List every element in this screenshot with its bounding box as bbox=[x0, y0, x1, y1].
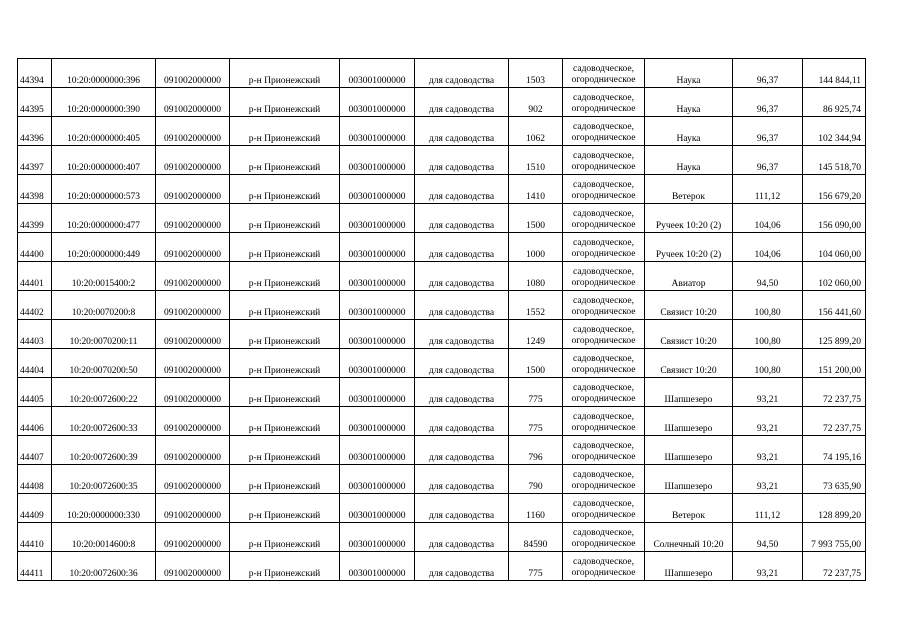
table-row bbox=[18, 523, 866, 552]
cadastral-number-cell: 10:20:0072600:36 bbox=[52, 552, 156, 581]
cadastral-number-cell: 10:20:0070200:11 bbox=[52, 320, 156, 349]
district-cell: р-н Прионежский bbox=[230, 349, 340, 378]
purpose-cell: для садоводства bbox=[415, 436, 509, 465]
cadastral-number-cell: 10:20:0014600:8 bbox=[52, 523, 156, 552]
oktmo-code-cell: 003001000000 bbox=[340, 494, 415, 523]
association-name-cell: Шапшезеро bbox=[645, 436, 733, 465]
oktmo-code-cell: 003001000000 bbox=[340, 88, 415, 117]
record-number-cell: 44406 bbox=[18, 407, 52, 436]
category-line-1: садоводческое, bbox=[573, 354, 634, 364]
table-row bbox=[18, 146, 866, 175]
oktmo-code-cell: 003001000000 bbox=[340, 117, 415, 146]
purpose-cell: для садоводства bbox=[415, 233, 509, 262]
okato-code-cell: 091002000000 bbox=[156, 436, 230, 465]
oktmo-code-cell: 003001000000 bbox=[340, 552, 415, 581]
cadastral-value-cell: 102 060,00 bbox=[803, 262, 866, 291]
rate-cell: 93,21 bbox=[733, 465, 803, 494]
category-cell bbox=[563, 175, 645, 204]
association-name-cell: Шапшезеро bbox=[645, 378, 733, 407]
oktmo-code-cell: 003001000000 bbox=[340, 175, 415, 204]
okato-code-cell: 091002000000 bbox=[156, 494, 230, 523]
association-name-cell: Шапшезеро bbox=[645, 407, 733, 436]
purpose-cell: для садоводства bbox=[415, 175, 509, 204]
okato-code-cell: 091002000000 bbox=[156, 291, 230, 320]
oktmo-code-cell: 003001000000 bbox=[340, 262, 415, 291]
area-cell: 1552 bbox=[509, 291, 563, 320]
cadastral-number-cell: 10:20:0072600:22 bbox=[52, 378, 156, 407]
oktmo-code-cell: 003001000000 bbox=[340, 465, 415, 494]
rate-cell: 104,06 bbox=[733, 233, 803, 262]
cadastral-value-cell: 74 195,16 bbox=[803, 436, 866, 465]
oktmo-code-cell: 003001000000 bbox=[340, 523, 415, 552]
category-line-1: садоводческое, bbox=[573, 209, 634, 219]
cadastral-value-cell: 156 679,20 bbox=[803, 175, 866, 204]
cadastral-number-cell: 10:20:0072600:33 bbox=[52, 407, 156, 436]
category-line-2: огородническое bbox=[571, 133, 636, 143]
category-line-2: огородническое bbox=[571, 162, 636, 172]
association-name-cell: Связист 10:20 bbox=[645, 349, 733, 378]
district-cell: р-н Прионежский bbox=[230, 88, 340, 117]
category-line-2: огородническое bbox=[571, 452, 636, 462]
table-row bbox=[18, 349, 866, 378]
cadastral-value-cell: 72 237,75 bbox=[803, 407, 866, 436]
category-line-1: садоводческое, bbox=[573, 64, 634, 74]
okato-code-cell: 091002000000 bbox=[156, 552, 230, 581]
district-cell: р-н Прионежский bbox=[230, 494, 340, 523]
district-cell: р-н Прионежский bbox=[230, 407, 340, 436]
table-row bbox=[18, 175, 866, 204]
table-row bbox=[18, 204, 866, 233]
category-line-1: садоводческое, bbox=[573, 528, 634, 538]
rate-cell: 93,21 bbox=[733, 436, 803, 465]
okato-code-cell: 091002000000 bbox=[156, 523, 230, 552]
okato-code-cell: 091002000000 bbox=[156, 378, 230, 407]
purpose-cell: для садоводства bbox=[415, 494, 509, 523]
category-cell bbox=[563, 407, 645, 436]
category-cell bbox=[563, 523, 645, 552]
area-cell: 902 bbox=[509, 88, 563, 117]
category-cell bbox=[563, 146, 645, 175]
association-name-cell: Шапшезеро bbox=[645, 465, 733, 494]
category-cell bbox=[563, 465, 645, 494]
record-number-cell: 44402 bbox=[18, 291, 52, 320]
category-line-2: огородническое bbox=[571, 539, 636, 549]
oktmo-code-cell: 003001000000 bbox=[340, 407, 415, 436]
rate-cell: 96,37 bbox=[733, 117, 803, 146]
category-line-1: садоводческое, bbox=[573, 151, 634, 161]
category-cell bbox=[563, 204, 645, 233]
category-cell bbox=[563, 378, 645, 407]
table-row bbox=[18, 436, 866, 465]
cadastral-number-cell: 10:20:0000000:396 bbox=[52, 59, 156, 88]
record-number-cell: 44394 bbox=[18, 59, 52, 88]
table-row bbox=[18, 407, 866, 436]
cadastral-value-cell: 104 060,00 bbox=[803, 233, 866, 262]
table-row bbox=[18, 59, 866, 88]
purpose-cell: для садоводства bbox=[415, 262, 509, 291]
cadastral-number-cell: 10:20:0000000:407 bbox=[52, 146, 156, 175]
table-row bbox=[18, 465, 866, 494]
category-line-1: садоводческое, bbox=[573, 238, 634, 248]
rate-cell: 104,06 bbox=[733, 204, 803, 233]
table-row bbox=[18, 88, 866, 117]
purpose-cell: для садоводства bbox=[415, 204, 509, 233]
category-line-1: садоводческое, bbox=[573, 296, 634, 306]
area-cell: 1249 bbox=[509, 320, 563, 349]
record-number-cell: 44395 bbox=[18, 88, 52, 117]
category-cell bbox=[563, 117, 645, 146]
category-cell bbox=[563, 59, 645, 88]
okato-code-cell: 091002000000 bbox=[156, 320, 230, 349]
oktmo-code-cell: 003001000000 bbox=[340, 291, 415, 320]
category-line-2: огородническое bbox=[571, 278, 636, 288]
district-cell: р-н Прионежский bbox=[230, 175, 340, 204]
area-cell: 1500 bbox=[509, 349, 563, 378]
record-number-cell: 44396 bbox=[18, 117, 52, 146]
cadastral-number-cell: 10:20:0000000:405 bbox=[52, 117, 156, 146]
record-number-cell: 44405 bbox=[18, 378, 52, 407]
category-line-1: садоводческое, bbox=[573, 325, 634, 335]
record-number-cell: 44411 bbox=[18, 552, 52, 581]
association-name-cell: Связист 10:20 bbox=[645, 320, 733, 349]
district-cell: р-н Прионежский bbox=[230, 523, 340, 552]
category-line-2: огородническое bbox=[571, 220, 636, 230]
category-line-1: садоводческое, bbox=[573, 557, 634, 567]
association-name-cell: Наука bbox=[645, 117, 733, 146]
district-cell: р-н Прионежский bbox=[230, 146, 340, 175]
category-line-1: садоводческое, bbox=[573, 180, 634, 190]
association-name-cell: Шапшезеро bbox=[645, 552, 733, 581]
record-number-cell: 44407 bbox=[18, 436, 52, 465]
okato-code-cell: 091002000000 bbox=[156, 233, 230, 262]
cadastral-number-cell: 10:20:0000000:390 bbox=[52, 88, 156, 117]
purpose-cell: для садоводства bbox=[415, 88, 509, 117]
cadastral-value-cell: 72 237,75 bbox=[803, 378, 866, 407]
cadastral-number-cell: 10:20:0015400:2 bbox=[52, 262, 156, 291]
category-line-1: садоводческое, bbox=[573, 122, 634, 132]
okato-code-cell: 091002000000 bbox=[156, 59, 230, 88]
association-name-cell: Ручеек 10:20 (2) bbox=[645, 233, 733, 262]
category-line-2: огородническое bbox=[571, 394, 636, 404]
area-cell: 1080 bbox=[509, 262, 563, 291]
cadastral-number-cell: 10:20:0070200:8 bbox=[52, 291, 156, 320]
purpose-cell: для садоводства bbox=[415, 407, 509, 436]
table-row bbox=[18, 117, 866, 146]
table-row bbox=[18, 262, 866, 291]
category-cell bbox=[563, 320, 645, 349]
table-row bbox=[18, 494, 866, 523]
category-line-2: огородническое bbox=[571, 307, 636, 317]
cadastral-number-cell: 10:20:0000000:573 bbox=[52, 175, 156, 204]
category-line-1: садоводческое, bbox=[573, 499, 634, 509]
oktmo-code-cell: 003001000000 bbox=[340, 349, 415, 378]
association-name-cell: Связист 10:20 bbox=[645, 291, 733, 320]
district-cell: р-н Прионежский bbox=[230, 291, 340, 320]
purpose-cell: для садоводства bbox=[415, 59, 509, 88]
rate-cell: 94,50 bbox=[733, 523, 803, 552]
cadastral-value-cell: 151 200,00 bbox=[803, 349, 866, 378]
rate-cell: 96,37 bbox=[733, 88, 803, 117]
category-cell bbox=[563, 552, 645, 581]
district-cell: р-н Прионежский bbox=[230, 320, 340, 349]
table-row bbox=[18, 291, 866, 320]
purpose-cell: для садоводства bbox=[415, 465, 509, 494]
cadastral-value-cell: 144 844,11 bbox=[803, 59, 866, 88]
cadastral-value-cell: 86 925,74 bbox=[803, 88, 866, 117]
cadastral-number-cell: 10:20:0000000:449 bbox=[52, 233, 156, 262]
cadastral-value-cell: 128 899,20 bbox=[803, 494, 866, 523]
cadastral-value-cell: 156 441,60 bbox=[803, 291, 866, 320]
category-cell bbox=[563, 291, 645, 320]
oktmo-code-cell: 003001000000 bbox=[340, 233, 415, 262]
area-cell: 790 bbox=[509, 465, 563, 494]
district-cell: р-н Прионежский bbox=[230, 436, 340, 465]
cadastral-number-cell: 10:20:0000000:330 bbox=[52, 494, 156, 523]
cadastral-number-cell: 10:20:0000000:477 bbox=[52, 204, 156, 233]
purpose-cell: для садоводства bbox=[415, 523, 509, 552]
table-row bbox=[18, 552, 866, 581]
okato-code-cell: 091002000000 bbox=[156, 175, 230, 204]
association-name-cell: Наука bbox=[645, 146, 733, 175]
association-name-cell: Солнечный 10:20 bbox=[645, 523, 733, 552]
rate-cell: 93,21 bbox=[733, 407, 803, 436]
rate-cell: 111,12 bbox=[733, 494, 803, 523]
record-number-cell: 44401 bbox=[18, 262, 52, 291]
record-number-cell: 44410 bbox=[18, 523, 52, 552]
category-line-1: садоводческое, bbox=[573, 441, 634, 451]
category-line-1: садоводческое, bbox=[573, 93, 634, 103]
category-line-2: огородническое bbox=[571, 249, 636, 259]
rate-cell: 96,37 bbox=[733, 146, 803, 175]
category-line-2: огородническое bbox=[571, 510, 636, 520]
rate-cell: 93,21 bbox=[733, 552, 803, 581]
category-line-2: огородническое bbox=[571, 336, 636, 346]
okato-code-cell: 091002000000 bbox=[156, 349, 230, 378]
district-cell: р-н Прионежский bbox=[230, 378, 340, 407]
cadastral-value-cell: 73 635,90 bbox=[803, 465, 866, 494]
record-number-cell: 44398 bbox=[18, 175, 52, 204]
area-cell: 775 bbox=[509, 378, 563, 407]
table-row bbox=[18, 233, 866, 262]
record-number-cell: 44408 bbox=[18, 465, 52, 494]
association-name-cell: Ручеек 10:20 (2) bbox=[645, 204, 733, 233]
okato-code-cell: 091002000000 bbox=[156, 407, 230, 436]
record-number-cell: 44399 bbox=[18, 204, 52, 233]
rate-cell: 94,50 bbox=[733, 262, 803, 291]
cadastral-value-cell: 102 344,94 bbox=[803, 117, 866, 146]
category-line-1: садоводческое, bbox=[573, 470, 634, 480]
category-cell bbox=[563, 88, 645, 117]
oktmo-code-cell: 003001000000 bbox=[340, 204, 415, 233]
record-number-cell: 44403 bbox=[18, 320, 52, 349]
area-cell: 1000 bbox=[509, 233, 563, 262]
category-line-1: садоводческое, bbox=[573, 383, 634, 393]
area-cell: 1062 bbox=[509, 117, 563, 146]
category-cell bbox=[563, 349, 645, 378]
category-cell bbox=[563, 436, 645, 465]
purpose-cell: для садоводства bbox=[415, 552, 509, 581]
category-line-1: садоводческое, bbox=[573, 267, 634, 277]
area-cell: 1410 bbox=[509, 175, 563, 204]
oktmo-code-cell: 003001000000 bbox=[340, 436, 415, 465]
category-line-1: садоводческое, bbox=[573, 412, 634, 422]
district-cell: р-н Прионежский bbox=[230, 233, 340, 262]
okato-code-cell: 091002000000 bbox=[156, 88, 230, 117]
district-cell: р-н Прионежский bbox=[230, 204, 340, 233]
cadastral-value-cell: 156 090,00 bbox=[803, 204, 866, 233]
rate-cell: 100,80 bbox=[733, 349, 803, 378]
oktmo-code-cell: 003001000000 bbox=[340, 320, 415, 349]
area-cell: 796 bbox=[509, 436, 563, 465]
association-name-cell: Ветерок bbox=[645, 494, 733, 523]
area-cell: 1500 bbox=[509, 204, 563, 233]
category-line-2: огородническое bbox=[571, 423, 636, 433]
area-cell: 84590 bbox=[509, 523, 563, 552]
table-row bbox=[18, 320, 866, 349]
table-body bbox=[18, 59, 866, 581]
cadastral-number-cell: 10:20:0072600:39 bbox=[52, 436, 156, 465]
okato-code-cell: 091002000000 bbox=[156, 117, 230, 146]
area-cell: 1160 bbox=[509, 494, 563, 523]
rate-cell: 100,80 bbox=[733, 320, 803, 349]
land-plots-table bbox=[17, 58, 866, 581]
purpose-cell: для садоводства bbox=[415, 320, 509, 349]
cadastral-value-cell: 72 237,75 bbox=[803, 552, 866, 581]
purpose-cell: для садоводства bbox=[415, 146, 509, 175]
record-number-cell: 44397 bbox=[18, 146, 52, 175]
area-cell: 775 bbox=[509, 552, 563, 581]
purpose-cell: для садоводства bbox=[415, 378, 509, 407]
record-number-cell: 44404 bbox=[18, 349, 52, 378]
okato-code-cell: 091002000000 bbox=[156, 204, 230, 233]
table-row bbox=[18, 378, 866, 407]
cadastral-number-cell: 10:20:0070200:50 bbox=[52, 349, 156, 378]
district-cell: р-н Прионежский bbox=[230, 262, 340, 291]
district-cell: р-н Прионежский bbox=[230, 465, 340, 494]
category-line-2: огородническое bbox=[571, 481, 636, 491]
rate-cell: 93,21 bbox=[733, 378, 803, 407]
district-cell: р-н Прионежский bbox=[230, 59, 340, 88]
association-name-cell: Наука bbox=[645, 88, 733, 117]
category-line-2: огородническое bbox=[571, 365, 636, 375]
association-name-cell: Авиатор bbox=[645, 262, 733, 291]
district-cell: р-н Прионежский bbox=[230, 552, 340, 581]
category-line-2: огородническое bbox=[571, 191, 636, 201]
record-number-cell: 44409 bbox=[18, 494, 52, 523]
rate-cell: 111,12 bbox=[733, 175, 803, 204]
record-number-cell: 44400 bbox=[18, 233, 52, 262]
area-cell: 1510 bbox=[509, 146, 563, 175]
okato-code-cell: 091002000000 bbox=[156, 262, 230, 291]
oktmo-code-cell: 003001000000 bbox=[340, 378, 415, 407]
category-line-2: огородническое bbox=[571, 104, 636, 114]
purpose-cell: для садоводства bbox=[415, 291, 509, 320]
association-name-cell: Наука bbox=[645, 59, 733, 88]
oktmo-code-cell: 003001000000 bbox=[340, 146, 415, 175]
area-cell: 1503 bbox=[509, 59, 563, 88]
oktmo-code-cell: 003001000000 bbox=[340, 59, 415, 88]
okato-code-cell: 091002000000 bbox=[156, 146, 230, 175]
okato-code-cell: 091002000000 bbox=[156, 465, 230, 494]
area-cell: 775 bbox=[509, 407, 563, 436]
category-cell bbox=[563, 494, 645, 523]
district-cell: р-н Прионежский bbox=[230, 117, 340, 146]
cadastral-value-cell: 125 899,20 bbox=[803, 320, 866, 349]
association-name-cell: Ветерок bbox=[645, 175, 733, 204]
rate-cell: 100,80 bbox=[733, 291, 803, 320]
purpose-cell: для садоводства bbox=[415, 117, 509, 146]
category-line-2: огородническое bbox=[571, 568, 636, 578]
category-cell bbox=[563, 233, 645, 262]
category-cell bbox=[563, 262, 645, 291]
rate-cell: 96,37 bbox=[733, 59, 803, 88]
cadastral-value-cell: 7 993 755,00 bbox=[803, 523, 866, 552]
cadastral-number-cell: 10:20:0072600:35 bbox=[52, 465, 156, 494]
purpose-cell: для садоводства bbox=[415, 349, 509, 378]
cadastral-value-cell: 145 518,70 bbox=[803, 146, 866, 175]
category-line-2: огородническое bbox=[571, 75, 636, 85]
